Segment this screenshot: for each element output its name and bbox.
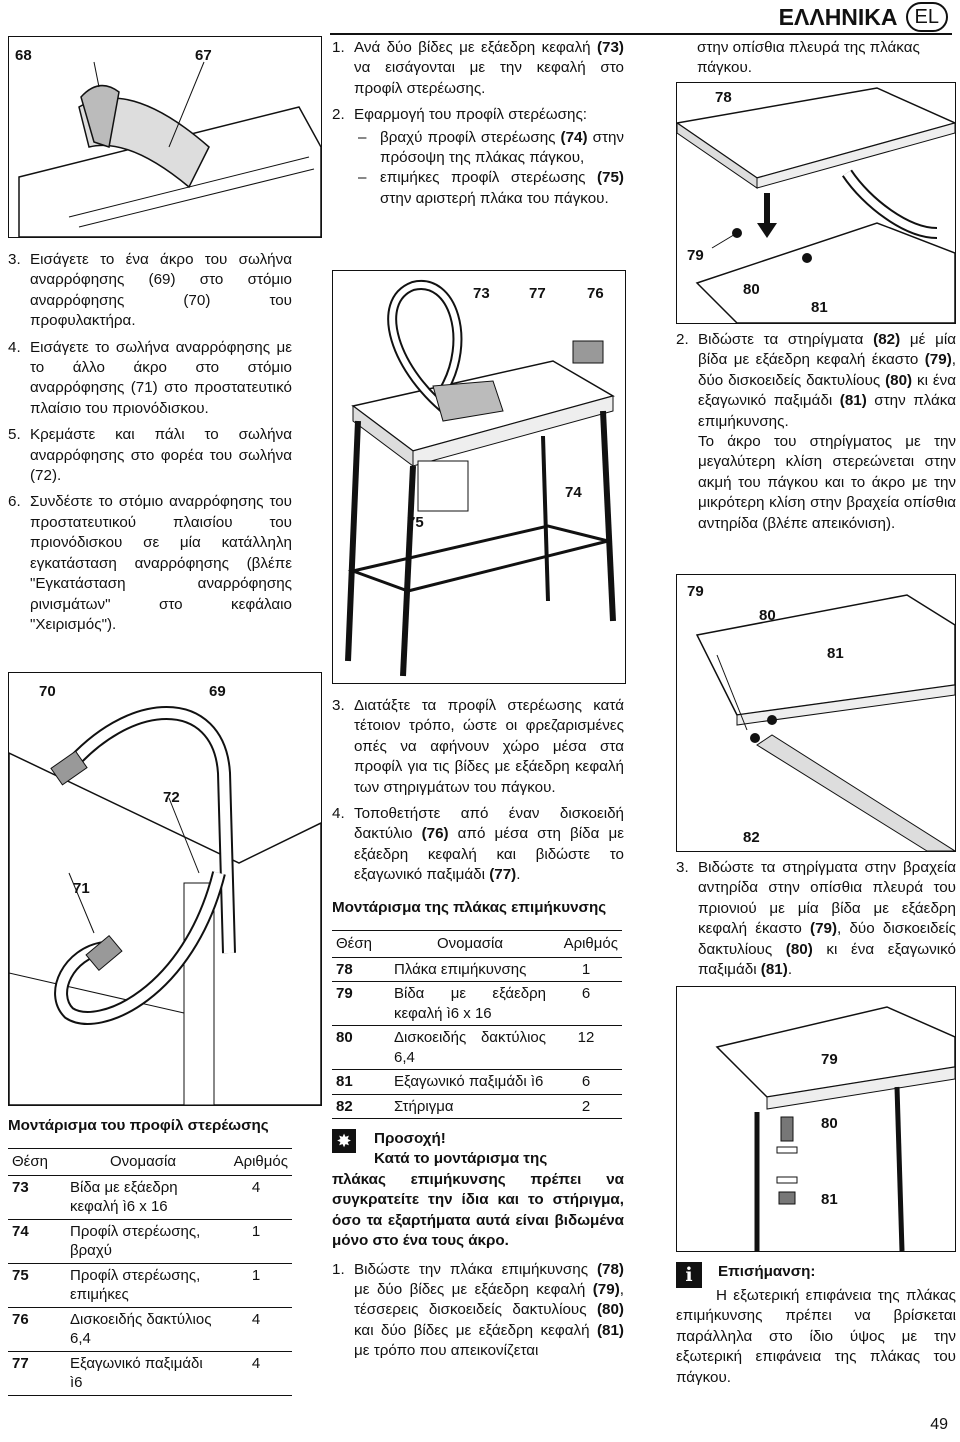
extension-plate-drawing — [677, 83, 955, 323]
cell-position: 76 — [8, 1307, 66, 1351]
table-title-extension: Μοντάρισμα της πλάκας επιμήκυνσης — [332, 898, 607, 916]
column-3-middle — [676, 330, 956, 534]
label-76: 76 — [587, 285, 604, 302]
cell-name: Προφίλ στερέωσης, επιμήκες — [66, 1263, 220, 1307]
label-79c: 79 — [821, 1051, 838, 1068]
parts-table-profile — [8, 1148, 292, 1396]
column-1 — [8, 250, 292, 641]
cell-count: 4 — [220, 1351, 292, 1395]
figure-suction-hose — [8, 672, 322, 1106]
label-79b: 79 — [687, 583, 704, 600]
table-row — [8, 1219, 292, 1263]
label-74: 74 — [565, 484, 582, 501]
cell-position: 77 — [8, 1351, 66, 1395]
cell-count: 12 — [550, 1026, 622, 1070]
note-text: Η εξωτερική επιφάνεια της πλάκας επιμήκυνσης πρέπει να βρίσκεται παράλληλα στο ίδιο ύψος με την εξωτερική επιφάνεια της πλάκας του πάγκου. — [676, 1287, 956, 1386]
label-68: 68 — [15, 47, 32, 64]
cell-position: 82 — [332, 1094, 390, 1119]
step-3: 3. Εισάγετε το ένα άκρο του σωλήνα αναρρόφησης (69) στο στόμιο αναρρόφησης (70) του προφυλακτήρα. — [8, 251, 292, 330]
dash-item-long: – επιμήκες προφίλ στερέωσης (75) στην αριστερή πλάκα του πάγκου. — [358, 169, 624, 207]
cell-position: 73 — [8, 1175, 66, 1219]
language-badge: EL — [906, 2, 948, 32]
step-2-note: Το άκρο του στηρίγματος με την μεγαλύτερη κλίση στερεώνεται στην ακμή του πάγκου και το άκρο με την μικρότερη κλίση στην βραχεία οπίσθια αντηρίδα (βλέπε απεικόνιση). — [698, 433, 956, 532]
blade-guard-drawing — [9, 37, 321, 237]
label-81c: 81 — [821, 1191, 838, 1208]
table-profile-mounting — [8, 1117, 292, 1396]
cell-name: Εξαγωνικό παξιμάδι ì6 — [390, 1070, 550, 1095]
step-2-profile: 2. Εφαρμογή του προφίλ στερέωσης: — [332, 106, 587, 124]
note-title: Επισήμανση: — [718, 1263, 816, 1280]
step-4-profile: 4. Τοποθετήστε από έναν δισκοειδή δακτύλιο (76) από μέσα στη βίδα με εξάεδρη κεφαλή και βιδώστε το εξαγωνικό παξιμάδι (77). — [332, 805, 624, 884]
label-67: 67 — [195, 47, 212, 64]
rear-brace-drawing — [677, 987, 955, 1251]
page-number: 49 — [930, 1416, 948, 1433]
step-3-profile: 3. Διατάξτε τα προφίλ στερέωσης κατά τέτοιον τρόπο, ώστε οι φρεζαρισμένες οπές να αφήνουν χώρο μέσα στα προφίλ για τις βίδες με εξάεδρη κεφαλή των στηριγμάτων του πάγκου. — [332, 697, 624, 796]
header-count: Αριθμός — [550, 931, 622, 958]
cell-count: 4 — [220, 1307, 292, 1351]
table-row — [8, 1351, 292, 1395]
step-6: 6. Συνδέστε το στόμιο αναρρόφησης του προστατευτικού πλαισίου του πριονόδισκου σε μία κατάλληλη εγκατάσταση αναρρόφησης (βλέπε "Εγκατάσταση αναρρόφησης ρινισμάτων" στο κεφάλαιο "Χειρισμός"). — [8, 493, 292, 633]
label-70: 70 — [39, 683, 56, 700]
warning-text: πλάκας επιμήκυνσης πρέπει να συγκρατείτε την ίδια και το στήριγμα, όσο τα εξαρτήματα αυτά είναι βιδωμένα μόνο στο ένα τους άκρο. — [332, 1170, 624, 1250]
label-80c: 80 — [821, 1115, 838, 1132]
parts-table-extension — [332, 930, 622, 1119]
header-name: Ονομασία — [66, 1149, 220, 1176]
continued-text: στην οπίσθια πλευρά της πλάκας πάγκου. — [697, 39, 920, 77]
label-81: 81 — [811, 299, 828, 316]
cell-name: Βίδα με εξάεδρη κεφαλή ì6 x 16 — [66, 1175, 220, 1219]
step-1-profile: 1. Ανά δύο βίδες με εξάεδρη κεφαλή (73) να εισάγονται με την κεφαλή στο προφίλ στερέωσης. — [332, 39, 624, 97]
cell-name: Δισκοειδής δακτύλιος 6,4 — [390, 1026, 550, 1070]
label-73: 73 — [473, 285, 490, 302]
figure-blade-guard — [8, 36, 322, 238]
cell-name: Προφίλ στερέωσης, βραχύ — [66, 1219, 220, 1263]
header-rule — [330, 33, 952, 35]
table-row — [8, 1307, 292, 1351]
language-label: ΕΛΛΗΝΙΚΑ — [778, 3, 898, 30]
cell-name: Στήριγμα — [390, 1094, 550, 1119]
cell-count: 1 — [220, 1263, 292, 1307]
cell-name: Εξαγωνικό παξιμάδι ì6 — [66, 1351, 220, 1395]
header-position: Θέση — [332, 931, 390, 958]
cell-position: 75 — [8, 1263, 66, 1307]
label-69: 69 — [209, 683, 226, 700]
header-position: Θέση — [8, 1149, 66, 1176]
column-3-top — [697, 38, 955, 79]
table-row — [8, 1175, 292, 1219]
label-82: 82 — [743, 829, 760, 846]
warning-title: Προσοχή! — [374, 1130, 446, 1148]
cell-position: 78 — [332, 957, 390, 982]
step-5: 5. Κρεμάστε και πάλι το σωλήνα αναρρόφησης στο φορέα του σωλήνα (72). — [8, 426, 292, 485]
cell-position: 81 — [332, 1070, 390, 1095]
cell-position: 74 — [8, 1219, 66, 1263]
header-count: Αριθμός — [220, 1149, 292, 1176]
label-71: 71 — [73, 880, 90, 897]
cell-name: Βίδα με εξάεδρη κεφαλή ì6 x 16 — [390, 982, 550, 1026]
label-75: 75 — [407, 514, 424, 531]
table-row — [332, 957, 622, 982]
cell-count: 4 — [220, 1175, 292, 1219]
label-80: 80 — [743, 281, 760, 298]
header-name: Ονομασία — [390, 931, 550, 958]
table-row — [332, 1026, 622, 1070]
column-3-lower — [676, 858, 956, 986]
table-row — [332, 1070, 622, 1095]
label-79: 79 — [687, 247, 704, 264]
cell-name: Πλάκα επιμήκυνσης — [390, 957, 550, 982]
cell-count: 1 — [220, 1219, 292, 1263]
cell-count: 6 — [550, 1070, 622, 1095]
language-header — [779, 2, 948, 32]
figure-saw-stand — [332, 270, 626, 684]
label-80b: 80 — [759, 607, 776, 624]
table-row — [332, 1094, 622, 1119]
cell-position: 80 — [332, 1026, 390, 1070]
cell-count: 2 — [550, 1094, 622, 1119]
label-78: 78 — [715, 89, 732, 106]
table-title-profile: Μοντάρισμα του προφίλ στερέωσης — [8, 1117, 269, 1134]
step-4: 4. Εισάγετε το σωλήνα αναρρόφησης με το άλλο άκρο στο στόμιο αναρρόφησης (71) στο προστατευτικό πλαίσιο του πριονόδισκου. — [8, 338, 292, 417]
dash-item-short: – βραχύ προφίλ στερέωσης (74) στην πρόσοψη της πλάκας πάγκου, — [358, 128, 624, 167]
figure-support-strut — [676, 574, 956, 852]
note-block — [676, 1262, 956, 1388]
warning-block — [332, 1129, 624, 1251]
step-1-extension: 1. Βιδώστε την πλάκα επιμήκυνσης (78) με δύο βίδες με εξάεδρη κεφαλή (79), τέσσερεις δισκοειδείς δακτυλίους (80) και δύο βίδες με εξάεδρη κεφαλή (81) με τρόπο που απεικονίζεται — [332, 1260, 624, 1360]
cell-count: 6 — [550, 982, 622, 1026]
cell-position: 79 — [332, 982, 390, 1026]
cell-name: Δισκοειδής δακτύλιος 6,4 — [66, 1307, 220, 1351]
warning-icon: ✸ — [332, 1129, 356, 1153]
suction-hose-drawing — [9, 673, 321, 1105]
step-3-extension: 3. Βιδώστε τα στηρίγματα στην βραχεία αντηρίδα στην οπίσθια πλευρά του πριονιού με μία βίδα με εξάεδρη κεφαλή έκαστο (79), δύο δισκοειδείς δακτυλίους (80) κι ένα εξαγωνικό παξιμάδι (81). — [676, 859, 956, 979]
saw-stand-drawing — [333, 271, 625, 683]
figure-rear-brace — [676, 986, 956, 1252]
cell-count: 1 — [550, 957, 622, 982]
warning-lead: Κατά το μοντάρισμα της — [374, 1150, 548, 1168]
info-icon: i — [676, 1262, 702, 1288]
figure-extension-plate — [676, 82, 956, 324]
label-77: 77 — [529, 285, 546, 302]
label-81b: 81 — [827, 645, 844, 662]
table-row — [332, 982, 622, 1026]
support-strut-drawing — [677, 575, 955, 851]
column-2-bottom — [332, 696, 624, 1368]
label-72: 72 — [163, 789, 180, 806]
table-row — [8, 1263, 292, 1307]
step-2-extension: 2. Βιδώστε τα στηρίγματα (82) μέ μία βίδα με εξάεδρη κεφαλή έκαστο (79), δύο δισκοειδείς δακτυλίους (80) κι ένα εξαγωνικό παξιμάδι (81) στην πλάκα επιμήκυνσης. — [676, 331, 956, 430]
column-2-top — [332, 38, 624, 209]
